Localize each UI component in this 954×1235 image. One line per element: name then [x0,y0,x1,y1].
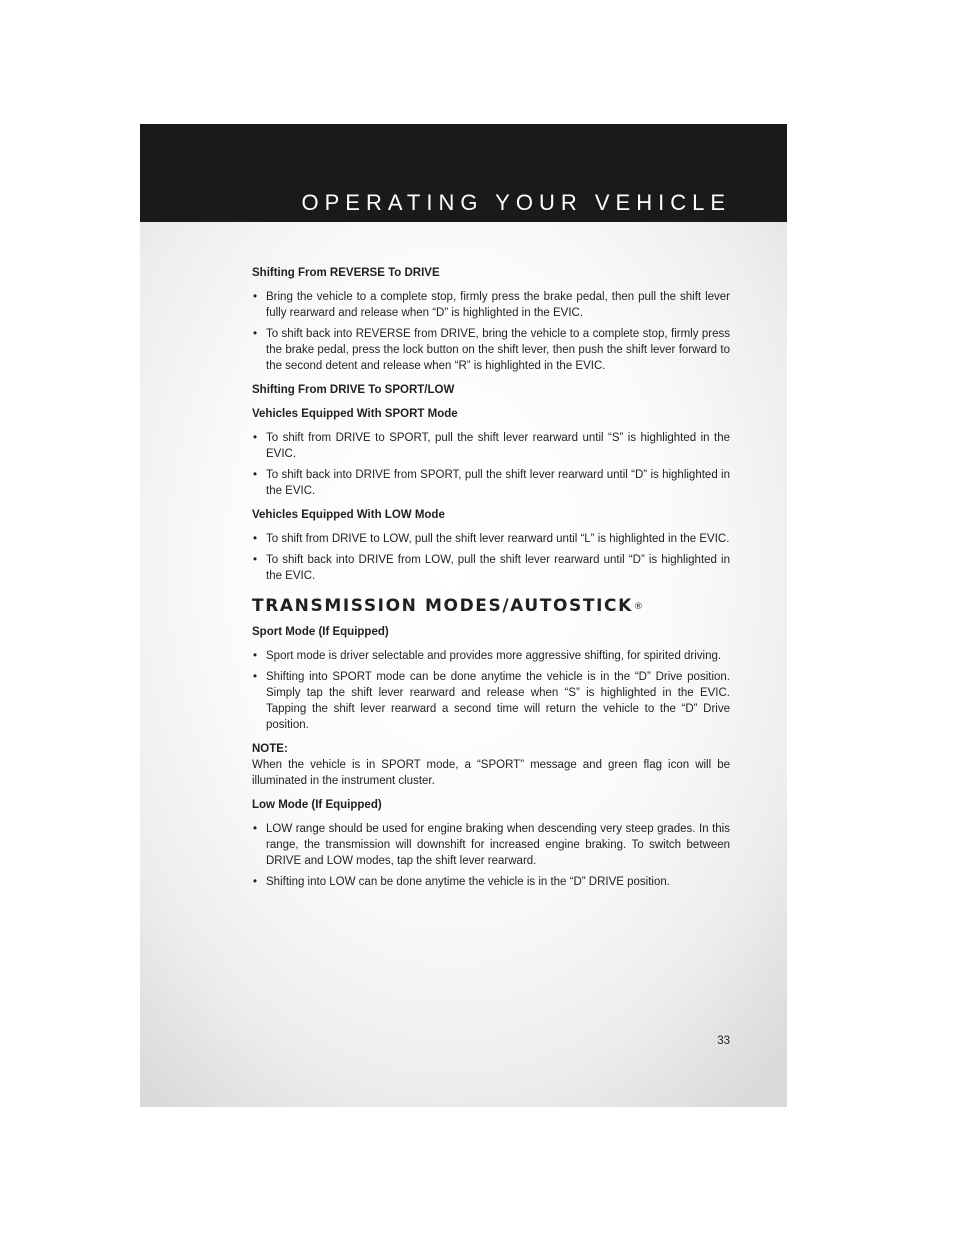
note-label: NOTE: [252,743,288,755]
section-title-transmission-modes [252,598,730,614]
registered-mark: ® [633,602,645,612]
subheading-sport-equipped: Vehicles Equipped With SPORT Mode [252,408,458,420]
list-item: • To shift from DRIVE to LOW, pull the shift lever rearward until “L” is highlighted in the EVIC. [252,531,730,547]
list-item: • To shift back into DRIVE from SPORT, pull the shift lever rearward until “D” is highlighted in the EVIC. [252,467,730,499]
list-item: • To shift from DRIVE to SPORT, pull the shift lever rearward until “S” is highlighted in the EVIC. [252,430,730,462]
page-title: OPERATING YOUR VEHICLE [301,190,731,215]
list-item: • Sport mode is driver selectable and provides more aggressive shifting, for spirited driving. [252,648,730,664]
list-item: • To shift back into DRIVE from LOW, pull the shift lever rearward until “D” is highlighted in the EVIC. [252,552,730,584]
bullet-list-reverse-to-drive [252,289,730,374]
subheading-low-mode: Low Mode (If Equipped) [252,799,382,811]
subheading-sport-mode: Sport Mode (If Equipped) [252,626,389,638]
bullet-list-low-mode [252,821,730,890]
subheading-drive-to-sport-low: Shifting From DRIVE To SPORT/LOW [252,384,455,396]
subheading-reverse-to-drive: Shifting From REVERSE To DRIVE [252,267,440,279]
main-content [252,265,730,898]
list-item: • Shifting into SPORT mode can be done anytime the vehicle is in the “D” Drive position. Simply tap the shift lever rearward and release when “S” is highlighted in the EVIC. Tapping the shift lever rearward a second time will return the vehicle to the “D” Drive position. [252,669,730,733]
list-item: • Bring the vehicle to a complete stop, firmly press the brake pedal, then pull the shift lever fully rearward and release when “D” is highlighted in the EVIC. [252,289,730,321]
bullet-list-sport-equipped [252,430,730,499]
section-title-text: TRANSMISSION MODES/AUTOSTICK [252,596,633,616]
header-band [140,124,787,222]
list-item: • LOW range should be used for engine braking when descending very steep grades. In this range, the transmission will downshift for increased engine braking. To switch between DRIVE and LOW modes, tap the shift lever rearward. [252,821,730,869]
bullet-list-low-equipped [252,531,730,584]
list-item: • Shifting into LOW can be done anytime the vehicle is in the “D” DRIVE position. [252,874,730,890]
bullet-list-sport-mode [252,648,730,733]
subheading-low-equipped: Vehicles Equipped With LOW Mode [252,509,445,521]
list-item: • To shift back into REVERSE from DRIVE, bring the vehicle to a complete stop, firmly press the brake pedal, press the lock button on the shift lever, then push the shift lever forward to the second detent and release when “R” is highlighted in the EVIC. [252,326,730,374]
note-text: When the vehicle is in SPORT mode, a “SPORT” message and green flag icon will be illuminated in the instrument cluster. [252,759,730,787]
page-panel [140,124,787,1107]
page-number: 33 [717,1035,730,1047]
